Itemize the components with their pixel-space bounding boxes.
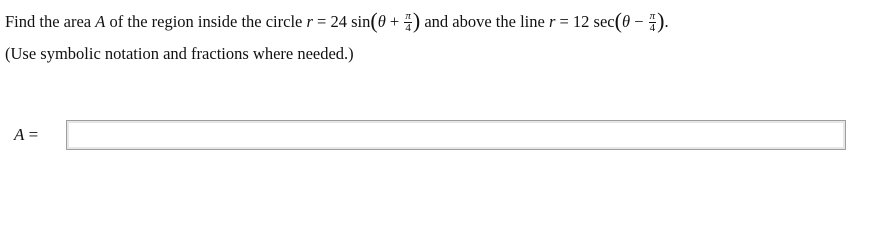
- answer-label: [14, 124, 38, 146]
- minus-sign: −: [630, 12, 648, 31]
- question-mid-2: and above the line: [420, 12, 549, 31]
- theta-2: θ: [621, 12, 631, 31]
- fraction-denominator-2: 4: [649, 21, 656, 34]
- fraction-denominator-1: 4: [405, 21, 411, 34]
- answer-variable: A: [14, 125, 25, 144]
- question-text: [5, 6, 669, 36]
- plus-sign: +: [385, 12, 404, 31]
- theta-1: θ: [377, 12, 386, 31]
- fraction-numerator-1: π: [405, 9, 411, 22]
- answer-input[interactable]: [66, 120, 846, 150]
- r-variable-2: r: [548, 12, 556, 31]
- left-paren-2: (: [614, 8, 622, 33]
- question-prefix: Find the area: [5, 12, 96, 31]
- pi-over-4-fraction-2: [649, 11, 657, 34]
- left-paren-1: (: [370, 8, 378, 33]
- answer-equals: =: [24, 125, 39, 144]
- r-variable-1: r: [306, 12, 313, 31]
- line-equation-lhs: = 12 sec: [555, 12, 615, 31]
- area-variable: A: [95, 12, 106, 31]
- question-mid-1: of the region inside the circle: [105, 12, 307, 31]
- question-end: .: [664, 12, 669, 31]
- circle-equation-lhs: = 24 sin: [312, 12, 371, 31]
- fraction-numerator-2: π: [649, 9, 656, 22]
- pi-over-4-fraction-1: [404, 11, 412, 34]
- instruction-text: (Use symbolic notation and fractions where needed.): [5, 44, 354, 63]
- right-paren-2: ): [657, 8, 665, 33]
- right-paren-1: ): [412, 8, 421, 33]
